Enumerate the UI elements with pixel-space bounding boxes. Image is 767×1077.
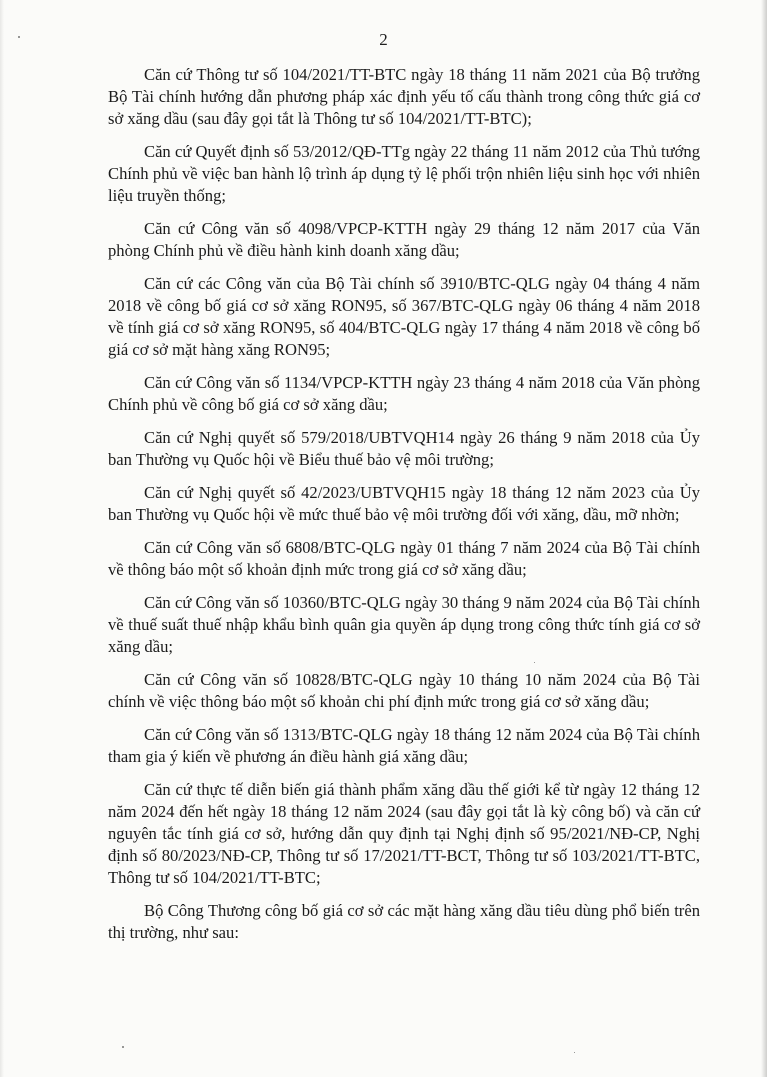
paragraph-legal-basis-resolution-579: Căn cứ Nghị quyết số 579/2018/UBTVQH14 ngày 26 tháng 9 năm 2018 của Ủy ban Thường vụ Quốc hội về Biểu thuế bảo vệ môi trường; — [108, 428, 700, 469]
paragraph-legal-basis-dispatch-10360: Căn cứ Công văn số 10360/BTC-QLG ngày 30 tháng 9 năm 2024 của Bộ Tài chính về thuế suất thuế nhập khẩu bình quân gia quyền áp dụng trong công thức tính giá cơ sở xăng dầu; — [108, 593, 700, 656]
page-right-shadow — [761, 0, 767, 1077]
paragraph-legal-basis-resolution-42: Căn cứ Nghị quyết số 42/2023/UBTVQH15 ngày 18 tháng 12 năm 2023 của Ủy ban Thường vụ Quốc hội về mức thuế bảo vệ môi trường đối với xăng, dầu, mỡ nhờn; — [108, 483, 700, 524]
paragraph-legal-basis-mof-dispatches: Căn cứ các Công văn của Bộ Tài chính số 3910/BTC-QLG ngày 04 tháng 4 năm 2018 về công bố giá cơ sở xăng RON95, số 367/BTC-QLG ngày 06 tháng 4 năm 2018 về tính giá cơ sở xăng RON95, số 404/BTC-QLG ngày 17 tháng 4 năm 2018 về công bố giá cơ sở mặt hàng xăng RON95; — [108, 274, 700, 359]
paragraph-legal-basis-dispatch-1134: Căn cứ Công văn số 1134/VPCP-KTTH ngày 23 tháng 4 năm 2018 của Văn phòng Chính phủ về công bố giá cơ sở xăng dầu; — [108, 373, 700, 414]
paragraph-legal-basis-decision-53: Căn cứ Quyết định số 53/2012/QĐ-TTg ngày 22 tháng 11 năm 2012 của Thủ tướng Chính phủ về việc ban hành lộ trình áp dụng tỷ lệ phối trộn nhiên liệu sinh học với nhiên liệu truyền thống; — [108, 142, 700, 205]
paragraph-legal-basis-dispatch-1313: Căn cứ Công văn số 1313/BTC-QLG ngày 18 tháng 12 năm 2024 của Bộ Tài chính tham gia ý kiến về phương án điều hành giá xăng dầu; — [108, 725, 700, 766]
scan-speck — [18, 36, 20, 38]
page-left-shadow — [0, 0, 4, 1077]
page-number: 2 — [379, 30, 388, 49]
scan-speck — [122, 1046, 124, 1048]
paragraph-legal-basis-dispatch-6808: Căn cứ Công văn số 6808/BTC-QLG ngày 01 tháng 7 năm 2024 của Bộ Tài chính về thông báo một số khoản định mức trong giá cơ sở xăng dầu; — [108, 538, 700, 579]
paragraph-legal-basis-dispatch-4098: Căn cứ Công văn số 4098/VPCP-KTTH ngày 29 tháng 12 năm 2017 của Văn phòng Chính phủ về điều hành kinh doanh xăng dầu; — [108, 219, 700, 260]
paragraph-announcement: Bộ Công Thương công bố giá cơ sở các mặt hàng xăng dầu tiêu dùng phổ biến trên thị trường, như sau: — [108, 901, 700, 942]
paragraph-legal-basis-circular-104: Căn cứ Thông tư số 104/2021/TT-BTC ngày 18 tháng 11 năm 2021 của Bộ trưởng Bộ Tài chính hướng dẫn phương pháp xác định yếu tố cấu thành trong công thức giá cơ sở xăng dầu (sau đây gọi tắt là Thông tư số 104/2021/TT-BTC); — [108, 65, 700, 128]
scan-speck — [534, 662, 535, 663]
paragraph-price-developments: Căn cứ thực tế diễn biến giá thành phẩm xăng dầu thế giới kể từ ngày 12 tháng 12 năm 2024 đến hết ngày 18 tháng 12 năm 2024 (sau đây gọi tắt là kỳ công bố) và căn cứ nguyên tắc tính giá cơ sở, hướng dẫn quy định tại Nghị định số 95/2021/NĐ-CP, Nghị định số 80/2023/NĐ-CP, Thông tư số 17/2021/TT-BCT, Thông tư số 103/2021/TT-BTC, Thông tư số 104/2021/TT-BTC; — [108, 780, 700, 887]
scan-speck — [574, 1052, 575, 1053]
document-body — [108, 64, 700, 955]
paragraph-legal-basis-dispatch-10828: Căn cứ Công văn số 10828/BTC-QLG ngày 10 tháng 10 năm 2024 của Bộ Tài chính về việc thông báo một số khoản chi phí định mức trong giá cơ sở xăng dầu; — [108, 670, 700, 711]
